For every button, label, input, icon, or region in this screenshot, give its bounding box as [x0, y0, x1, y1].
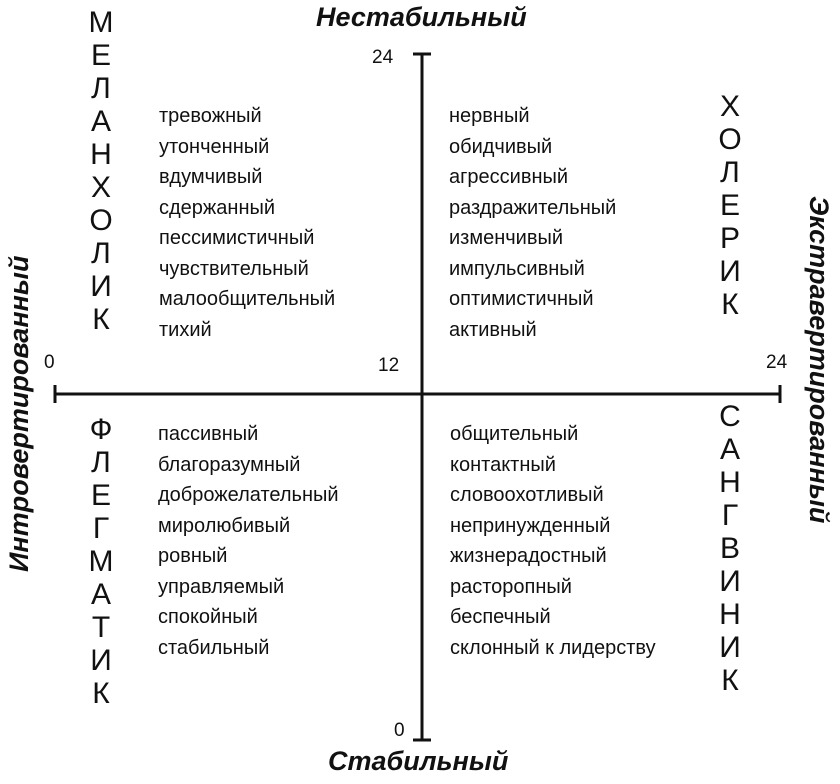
- trait-item: склонный к лидерству: [450, 636, 656, 659]
- choleric-traits-list: [449, 101, 616, 345]
- type-name-letter: Л: [720, 156, 740, 189]
- type-name-letter: И: [719, 255, 741, 288]
- trait-item: беспечный: [450, 606, 551, 628]
- type-name-letter: И: [719, 631, 741, 664]
- tick-label-left: 0: [44, 352, 55, 373]
- type-name-letter: Е: [719, 189, 740, 222]
- type-name-letter: А: [90, 105, 111, 138]
- trait-item: миролюбивый: [158, 514, 291, 537]
- type-name-letter: К: [92, 677, 110, 710]
- trait-item: общительный: [450, 423, 579, 445]
- trait-item: агрессивный: [449, 166, 569, 188]
- trait-item: тихий: [159, 318, 212, 341]
- type-name-letter: Н: [90, 138, 112, 171]
- trait-item: тревожный: [159, 105, 262, 127]
- type-name-letter: Т: [91, 611, 111, 644]
- trait-item: пессимистичный: [159, 227, 315, 249]
- type-name-letter: В: [719, 532, 740, 565]
- stable-axis-label: Стабильный: [328, 746, 509, 776]
- trait-item: изменчивый: [449, 227, 564, 249]
- type-name-letter: К: [92, 303, 110, 336]
- type-name-letter: А: [90, 578, 111, 611]
- type-name-letter: М: [88, 6, 114, 39]
- type-name-letter: М: [88, 545, 114, 578]
- extraverted-axis-label: Экстравертированный: [804, 196, 834, 524]
- phlegmatic-traits-list: [158, 419, 339, 663]
- trait-item: чувствительный: [159, 257, 309, 280]
- type-name-letter: Х: [90, 171, 111, 204]
- sanguine-type-name: [714, 400, 746, 697]
- type-name-letter: И: [719, 565, 741, 598]
- melancholic-type-name: [85, 6, 117, 336]
- type-name-letter: Ф: [89, 413, 113, 446]
- type-name-letter: О: [718, 123, 742, 156]
- type-name-letter: О: [89, 204, 113, 237]
- tick-label-bottom: 0: [394, 720, 405, 741]
- type-name-letter: С: [719, 400, 741, 433]
- trait-item: обидчивый: [449, 135, 553, 158]
- trait-item: спокойный: [158, 606, 258, 628]
- type-name-letter: Е: [90, 479, 111, 512]
- type-name-letter: Л: [91, 72, 111, 105]
- phlegmatic-type-name: [85, 413, 117, 710]
- tick-label-center: 12: [378, 355, 400, 376]
- type-name-letter: И: [90, 270, 112, 303]
- trait-item: утонченный: [159, 135, 270, 158]
- type-name-letter: Г: [92, 512, 110, 545]
- trait-item: вдумчивый: [159, 166, 263, 188]
- trait-item: нервный: [449, 105, 530, 127]
- tick-label-top: 24: [372, 47, 394, 68]
- trait-item: ровный: [158, 545, 228, 567]
- type-name-letter: К: [721, 664, 739, 697]
- sanguine-traits-list: [450, 419, 656, 663]
- trait-item: расторопный: [450, 575, 572, 598]
- trait-item: раздражительный: [449, 196, 617, 219]
- trait-item: контактный: [450, 453, 556, 476]
- trait-item: сдержанный: [159, 196, 276, 219]
- trait-item: непринужденный: [450, 514, 611, 537]
- trait-item: благоразумный: [158, 453, 301, 476]
- trait-item: малообщительный: [159, 288, 336, 310]
- trait-item: активный: [449, 318, 537, 341]
- type-name-letter: К: [721, 288, 739, 321]
- trait-item: жизнерадостный: [450, 545, 607, 567]
- trait-item: доброжелательный: [158, 484, 339, 506]
- trait-item: управляемый: [158, 575, 285, 598]
- type-name-letter: Н: [719, 598, 741, 631]
- trait-item: импульсивный: [449, 257, 585, 280]
- type-name-letter: А: [719, 433, 740, 466]
- type-name-letter: Р: [719, 222, 740, 255]
- type-name-letter: Л: [91, 446, 111, 479]
- type-name-letter: И: [90, 644, 112, 677]
- trait-item: оптимистичный: [449, 288, 594, 310]
- trait-item: стабильный: [158, 636, 270, 659]
- trait-item: словоохотливый: [450, 484, 604, 506]
- trait-item: пассивный: [158, 423, 259, 445]
- type-name-letter: Н: [719, 466, 741, 499]
- melancholic-traits-list: [159, 101, 335, 345]
- tick-label-right: 24: [766, 352, 788, 373]
- type-name-letter: Е: [90, 39, 111, 72]
- type-name-letter: Л: [91, 237, 111, 270]
- choleric-type-name: [714, 90, 746, 321]
- type-name-letter: Х: [719, 90, 740, 123]
- type-name-letter: Г: [721, 499, 739, 532]
- unstable-axis-label: Нестабильный: [316, 2, 527, 32]
- introverted-axis-label: Интровертированный: [4, 255, 34, 572]
